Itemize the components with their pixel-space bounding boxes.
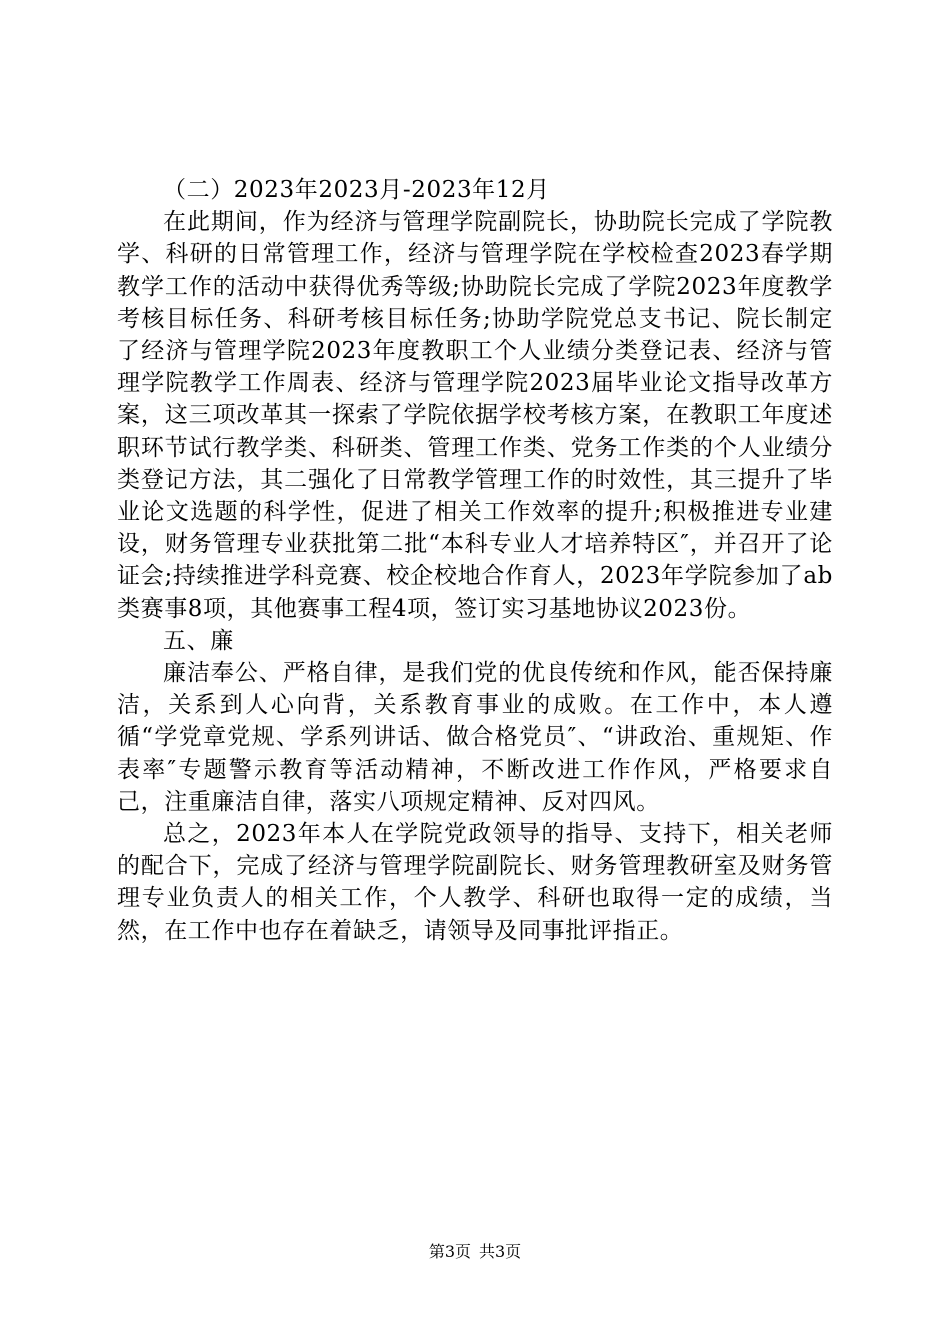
paragraph-integrity: 廉洁奉公、严格自律，是我们党的优良传统和作风，能否保持廉洁，关系到人心向背，关系教育事业的成败。在工作中，本人遵循“学党章党规、学系列讲话、做合格党员″、“讲政治、重规矩、作表率″专题警示教育等活动精神，不断改进工作作风，严格要求自己，注重廉洁自律，落实八项规定精神、反对四风。	[117, 660, 833, 815]
paragraph-conclusion: 总之，2023年本人在学院党政领导的指导、支持下，相关老师的配合下，完成了经济与管理学院副院长、财务管理教研室及财务管理专业负责人的相关工作，个人教学、科研也取得一定的成绩，当然，在工作中也存在着缺乏，请领导及同事批评指正。	[117, 821, 833, 944]
document-body	[117, 174, 833, 947]
page-number-current: 第3页	[428, 1242, 471, 1261]
paragraph-work-summary: 在此期间，作为经济与管理学院副院长，协助院长完成了学院教学、科研的日常管理工作，经济与管理学院在学校检查2023春学期教学工作的活动中获得优秀等级;协助院长完成了学院2023年度教学考核目标任务、科研考核目标任务;协助学院党总支书记、院长制定了经济与管理学院2023年度教职工个人业绩分类登记表、经济与管理学院教学工作周表、经济与管理学院2023届毕业论文指导改革方案，这三项改革其一探索了学院依据学校考核方案，在教职工年度述职环节试行教学类、科研类、管理工作类、党务工作类的个人业绩分类登记方法，其二强化了日常教学管理工作的时效性，其三提升了毕业论文选题的科学性，促进了相关工作效率的提升;积极推进专业建设，财务管理专业获批第二批“本科专业人才培养特区″，并召开了论证会;持续推进学科竞赛、校企校地合作育人，2023年学院参加了ab类赛事8项，其他赛事工程4项，签订实习基地协议2023份。	[117, 209, 833, 622]
page-footer	[0, 1242, 950, 1262]
page-number-total: 共3页	[479, 1242, 522, 1261]
section-heading-period: （二）2023年2023月-2023年12月	[163, 177, 550, 203]
section-heading-integrity: 五、廉	[163, 627, 234, 654]
